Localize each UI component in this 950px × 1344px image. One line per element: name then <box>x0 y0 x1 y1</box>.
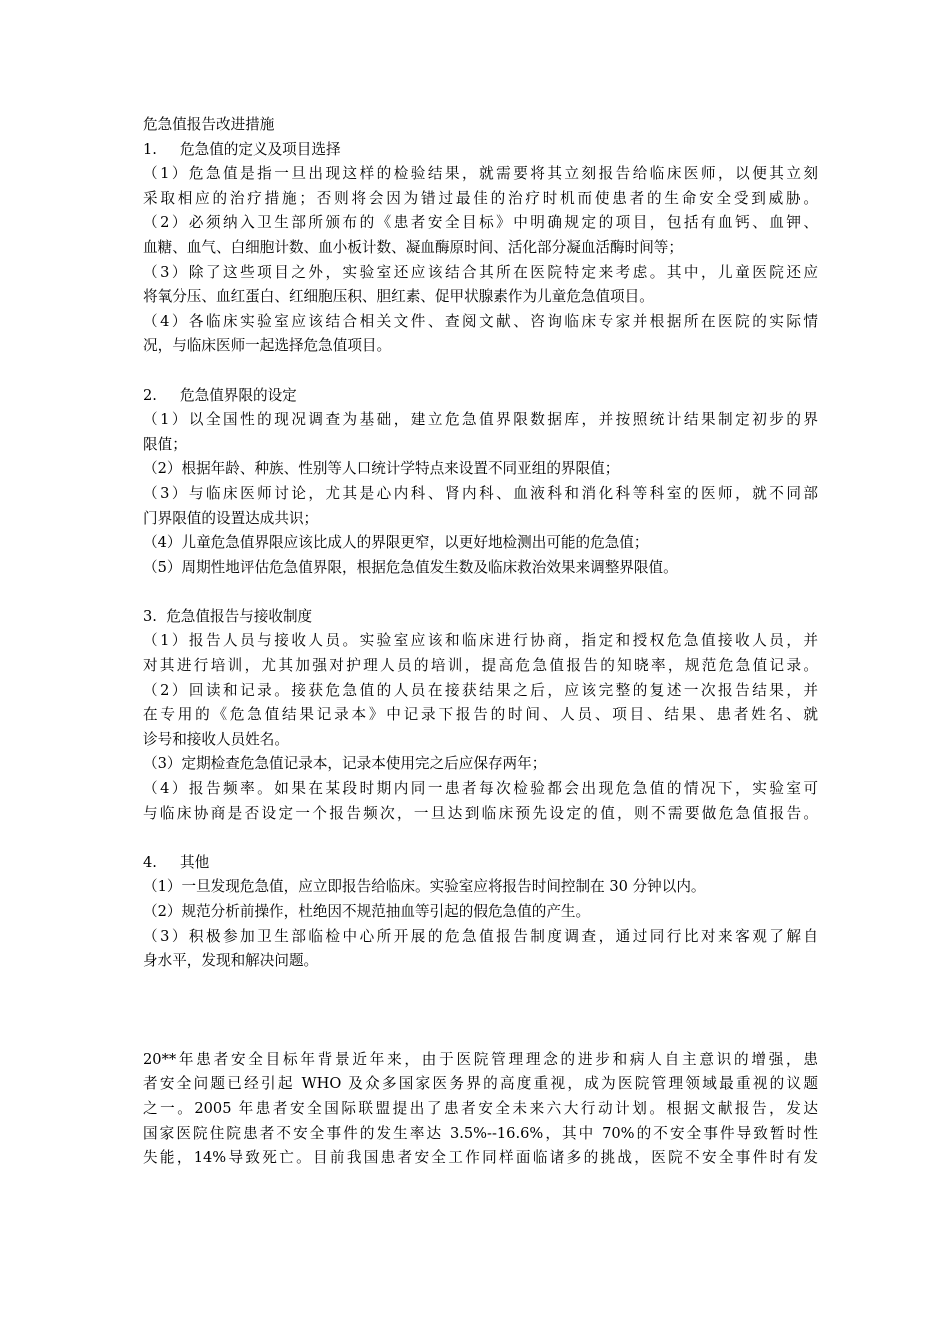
section-1 <box>143 138 818 359</box>
text-line: 者安全问题已经引起 WHO 及众多国家医务界的高度重视，成为医院管理领域最重视的议题 <box>143 1075 818 1093</box>
text-line: （3）除了这些项目之外，实验室还应该结合其所在医院特定来考虑。其中，儿童医院还应 <box>143 263 818 281</box>
document-title: 危急值报告改进措施 <box>143 116 275 133</box>
text-line: （4）儿童危急值界限应该比成人的界限更窄，以更好地检测出可能的危急值； <box>143 534 649 552</box>
section-title: 危急值的定义及项目选择 <box>180 140 341 158</box>
section-heading: 3. 危急值报告与接收制度 <box>143 607 313 625</box>
text-line: （2）根据年龄、种族、性别等人口统计学特点来设置不同亚组的界限值； <box>143 460 620 478</box>
section-2 <box>143 384 818 581</box>
section-number: 1. <box>143 140 157 158</box>
text-line: 与临床协商是否设定一个报告频次，一旦达到临床预先设定的值，则不需要做危急值报告。 <box>143 804 818 822</box>
section-4 <box>143 851 818 974</box>
text-line: （5）周期性地评估危急值界限，根据危急值发生数及临床救治效果来调整界限值。 <box>143 558 678 576</box>
text-line: （2）回读和记录。接获危急值的人员在接获结果之后，应该完整的复述一次报告结果，并 <box>143 681 818 699</box>
section-heading <box>143 851 818 876</box>
section-title: 危急值界限的设定 <box>180 386 297 404</box>
text-line: 诊号和接收人员姓名。 <box>143 730 289 748</box>
section-heading <box>143 384 818 409</box>
section-title: 其他 <box>180 853 210 871</box>
text-line: 限值； <box>143 435 187 453</box>
text-line: （2）必须纳入卫生部所颁布的《患者安全目标》中明确规定的项目，包括有血钙、血钾、 <box>143 214 818 232</box>
section-number: 2. <box>143 386 157 404</box>
text-line: （4）报告频率。如果在某段时期内同一患者每次检验都会出现危急值的情况下，实验室可 <box>143 780 818 798</box>
text-line: 身水平，发现和解决问题。 <box>143 952 319 970</box>
text-line: 20**年患者安全目标年背景近年来，由于医院管理理念的进步和病人自主意识的增强，患 <box>143 1050 818 1068</box>
text-line: 失能，14%导致死亡。目前我国患者安全工作同样面临诸多的挑战，医院不安全事件时有发 <box>143 1149 818 1167</box>
text-line: （4）各临床实验室应该结合相关文件、查阅文献、咨询临床专家并根据所在医院的实际情 <box>143 312 818 330</box>
text-line: 对其进行培训，尤其加强对护理人员的培训，提高危急值报告的知晓率，规范危急值记录。 <box>143 657 818 675</box>
text-line: （3）积极参加卫生部临检中心所开展的危急值报告制度调查，通过同行比对来客观了解自 <box>143 927 818 945</box>
text-line: 况，与临床医师一起选择危急值项目。 <box>143 337 392 355</box>
section-heading <box>143 138 818 163</box>
text-line: 国家医院住院患者不安全事件的发生率达 3.5%--16.6%，其中 70%的不安全事件导致暂时性 <box>143 1124 818 1142</box>
background-paragraph <box>143 1048 818 1171</box>
text-line: （3）与临床医师讨论，尤其是心内科、肾内科、血液科和消化科等科室的医师，就不同部 <box>143 484 818 502</box>
text-line: 血糖、血气、白细胞计数、血小板计数、凝血酶原时间、活化部分凝血活酶时间等； <box>143 238 683 256</box>
text-line: （1）危急值是指一旦出现这样的检验结果，就需要将其立刻报告给临床医师，以便其立刻 <box>143 165 818 183</box>
section-3 <box>143 605 818 826</box>
text-line: （2）规范分析前操作，杜绝因不规范抽血等引起的假危急值的产生。 <box>143 903 591 920</box>
text-line: （1）报告人员与接收人员。实验室应该和临床进行协商，指定和授权危急值接收人员，并 <box>143 632 818 650</box>
text-line: （3）定期检查危急值记录本，记录本使用完之后应保存两年； <box>143 755 547 773</box>
text-line: 之一。2005 年患者安全国际联盟提出了患者安全未来六大行动计划。根据文献报告，发达 <box>143 1099 818 1117</box>
text-line: （1）以全国性的现况调查为基础，建立危急值界限数据库，并按照统计结果制定初步的界 <box>143 411 818 429</box>
text-line: 采取相应的治疗措施；否则将会因为错过最佳的治疗时机而使患者的生命安全受到威胁。 <box>143 189 818 207</box>
text-line: 在专用的《危急值结果记录本》中记录下报告的时间、人员、项目、结果、患者姓名、就 <box>143 706 818 724</box>
section-number: 4. <box>143 853 157 871</box>
document-page <box>143 113 818 1171</box>
text-line: （1）一旦发现危急值，应立即报告给临床。实验室应将报告时间控制在 30 分钟以内。 <box>143 878 706 896</box>
text-line: 门界限值的设置达成共识； <box>143 509 319 527</box>
text-line: 将氧分压、血红蛋白、红细胞压积、胆红素、促甲状腺素作为儿童危急值项目。 <box>143 288 654 306</box>
